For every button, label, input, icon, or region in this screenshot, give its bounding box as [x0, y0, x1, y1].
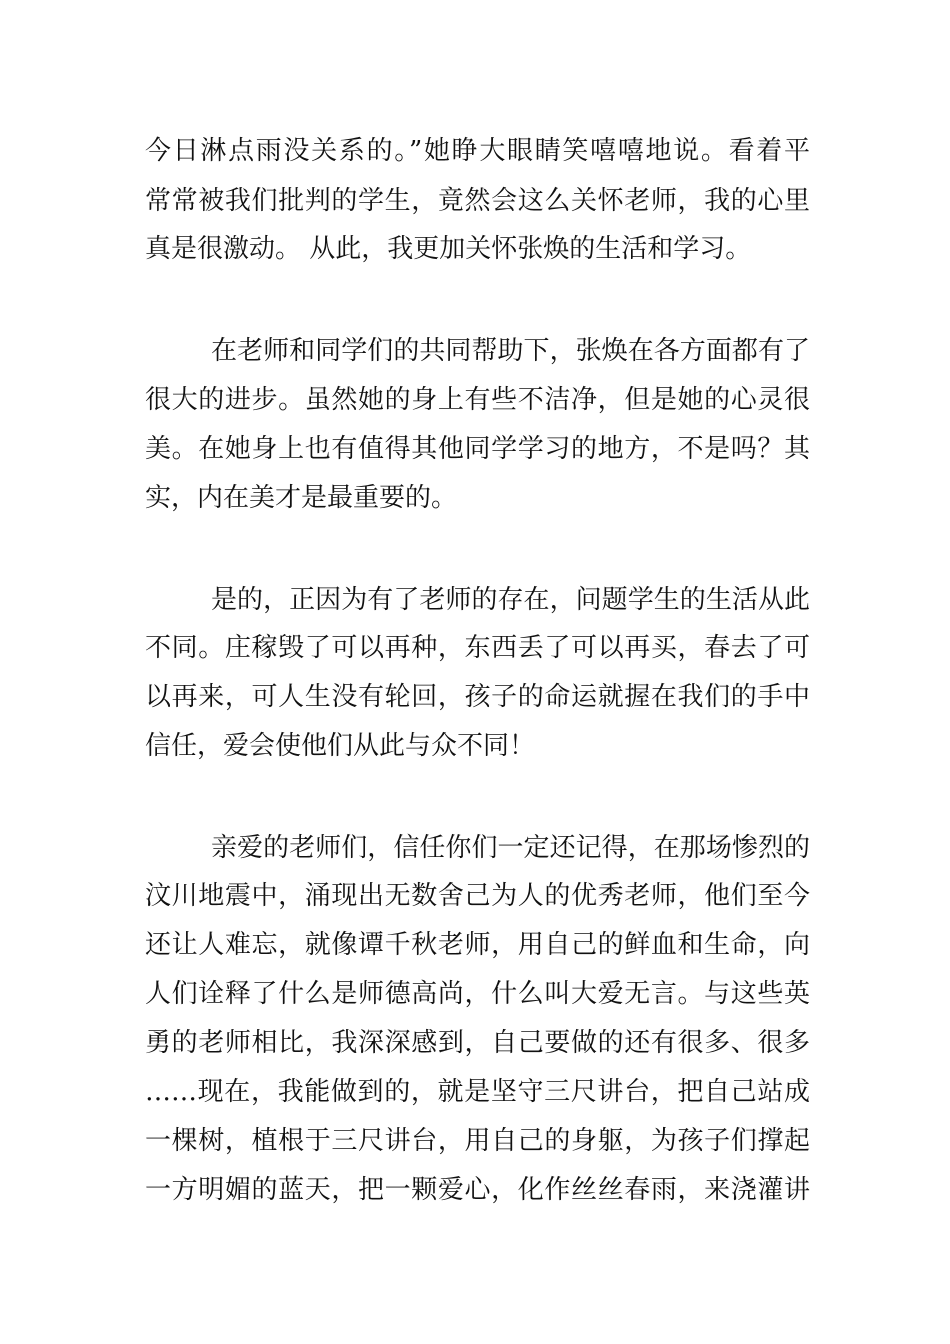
paragraph-4-line-2: 汶川地震中，涌现出无数舍己为人的优秀老师，他们至今: [145, 881, 810, 911]
paragraph-4-line-3: 还让人难忘，就像谭千秋老师，用自己的鲜血和生命，向: [145, 930, 810, 960]
paragraph-2-line-4: 实，内在美才是最重要的。: [145, 483, 458, 513]
paragraph-4-line-7: 一棵树，植根于三尺讲台，用自己的身躯，为孩子们撑起: [145, 1126, 810, 1156]
paragraph-1-line-1: 今日淋点雨没关系的。”她睁大眼睛笑嘻嘻地说。看着平: [145, 136, 810, 166]
paragraph-4-line-5: 勇的老师相比，我深深感到，自己要做的还有很多、很多: [145, 1028, 810, 1058]
paragraph-2-line-1: 在老师和同学们的共同帮助下，张焕在各方面都有了: [211, 336, 810, 366]
paragraph-1-line-3: 真是很激动。 从此，我更加关怀张焕的生活和学习。: [145, 234, 752, 264]
paragraph-4-line-8: 一方明媚的蓝天，把一颗爱心，化作丝丝春雨，来浇灌讲: [145, 1175, 810, 1205]
paragraph-3-line-2: 不同。庄稼毁了可以再种，东西丢了可以再买，春去了可: [145, 633, 810, 663]
paragraph-4-line-6: ……现在，我能做到的，就是坚守三尺讲台，把自己站成: [145, 1077, 810, 1107]
paragraph-3-line-4: 信任，爱会使他们从此与众不同！: [145, 731, 536, 761]
paragraph-3-line-1: 是的，正因为有了老师的存在，问题学生的生活从此: [211, 585, 810, 615]
paragraph-2-line-2: 很大的进步。虽然她的身上有些不洁净，但是她的心灵很: [145, 385, 810, 415]
paragraph-4-line-4: 人们诠释了什么是师德高尚，什么叫大爱无言。与这些英: [145, 979, 810, 1009]
paragraph-3-line-3: 以再来，可人生没有轮回，孩子的命运就握在我们的手中: [145, 682, 810, 712]
paragraph-4-line-1: 亲爱的老师们，信任你们一定还记得，在那场惨烈的: [211, 833, 810, 863]
paragraph-2-line-3: 美。在她身上也有值得其他同学学习的地方，不是吗？其: [145, 434, 810, 464]
paragraph-1-line-2: 常常被我们批判的学生，竟然会这么关怀老师，我的心里: [145, 186, 810, 216]
